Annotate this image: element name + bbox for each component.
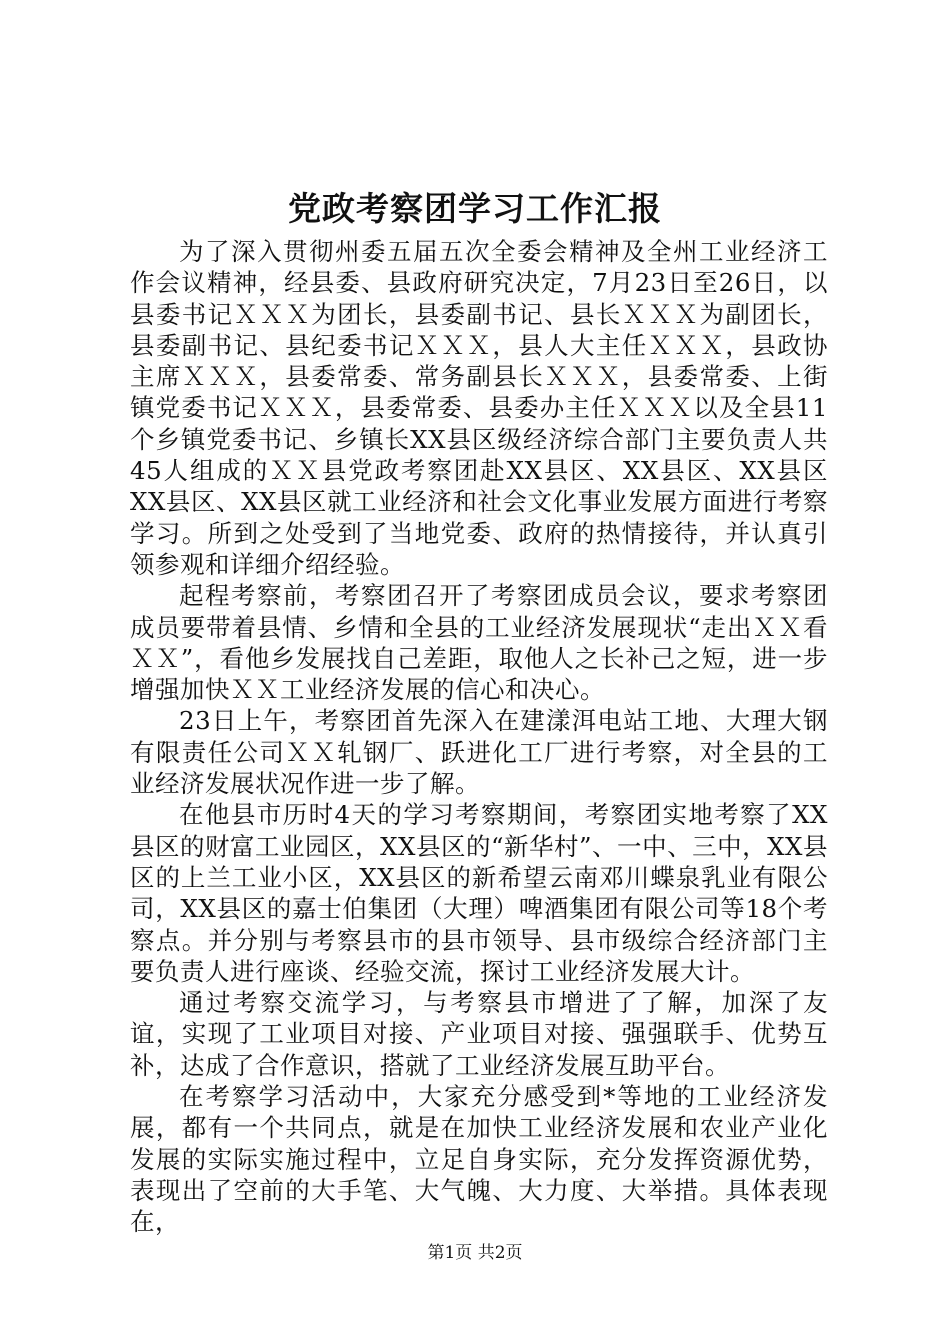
paragraph-2: 起程考察前，考察团召开了考察团成员会议，要求考察团成员要带着县情、乡情和全县的工业经济发展现状“走出ＸＸ看ＸＸ”，看他乡发展找自己差距，取他人之长补己之短，进一步增强加快ＸＸ工业经济发展的信心和决心。 [130, 581, 828, 705]
paragraph-6: 在考察学习活动中，大家充分感受到*等地的工业经济发展，都有一个共同点，就是在加快工业经济发展和农业产业化发展的实际实施过程中，立足自身实际，充分发挥资源优势，表现出了空前的大手笔、大气魄、大力度、大举措。具体表现在， [130, 1082, 828, 1237]
paragraph-4: 在他县市历时4天的学习考察期间，考察团实地考察了XX县区的财富工业园区，XX县区的“新华村”、一中、三中，XX县区的上兰工业小区，XX县区的新希望云南邓川蝶泉乳业有限公司，XX县区的嘉士伯集团（大理）啤酒集团有限公司等18个考察点。并分别与考察县市的县市领导、县市级综合经济部门主要负责人进行座谈、经验交流，探讨工业经济发展大计。 [130, 800, 828, 986]
document-body [130, 236, 828, 1238]
paragraph-5: 通过考察交流学习，与考察县市增进了了解，加深了友谊，实现了工业项目对接、产业项目对接、强强联手、优势互补，达成了合作意识，搭就了工业经济发展互助平台。 [130, 988, 828, 1080]
document-title: 党政考察团学习工作汇报 [288, 189, 662, 228]
paragraph-1: 为了深入贯彻州委五届五次全委会精神及全州工业经济工作会议精神，经县委、县政府研究决定，7月23日至26日，以县委书记ＸＸＸ为团长，县委副书记、县长ＸＸＸ为副团长，县委副书记、县纪委书记ＸＸＸ，县人大主任ＸＸＸ，县政协主席ＸＸＸ，县委常委、常务副县长ＸＸＸ，县委常委、上街镇党委书记ＸＸＸ，县委常委、县委办主任ＸＸＸ以及全县11个乡镇党委书记、乡镇长XX县区级经济综合部门主要负责人共45人组成的ＸＸ县党政考察团赴XX县区、XX县区、XX县区XX县区、XX县区就工业经济和社会文化事业发展方面进行考察学习。所到之处受到了当地党委、政府的热情接待，并认真引领参观和详细介绍经验。 [130, 237, 828, 579]
paragraph-3: 23日上午，考察团首先深入在建漾洱电站工地、大理大钢有限责任公司ＸＸ轧钢厂、跃进化工厂进行考察，对全县的工业经济发展状况作进一步了解。 [130, 706, 828, 799]
page-number-footer: 第1页 共2页 [427, 1243, 523, 1263]
